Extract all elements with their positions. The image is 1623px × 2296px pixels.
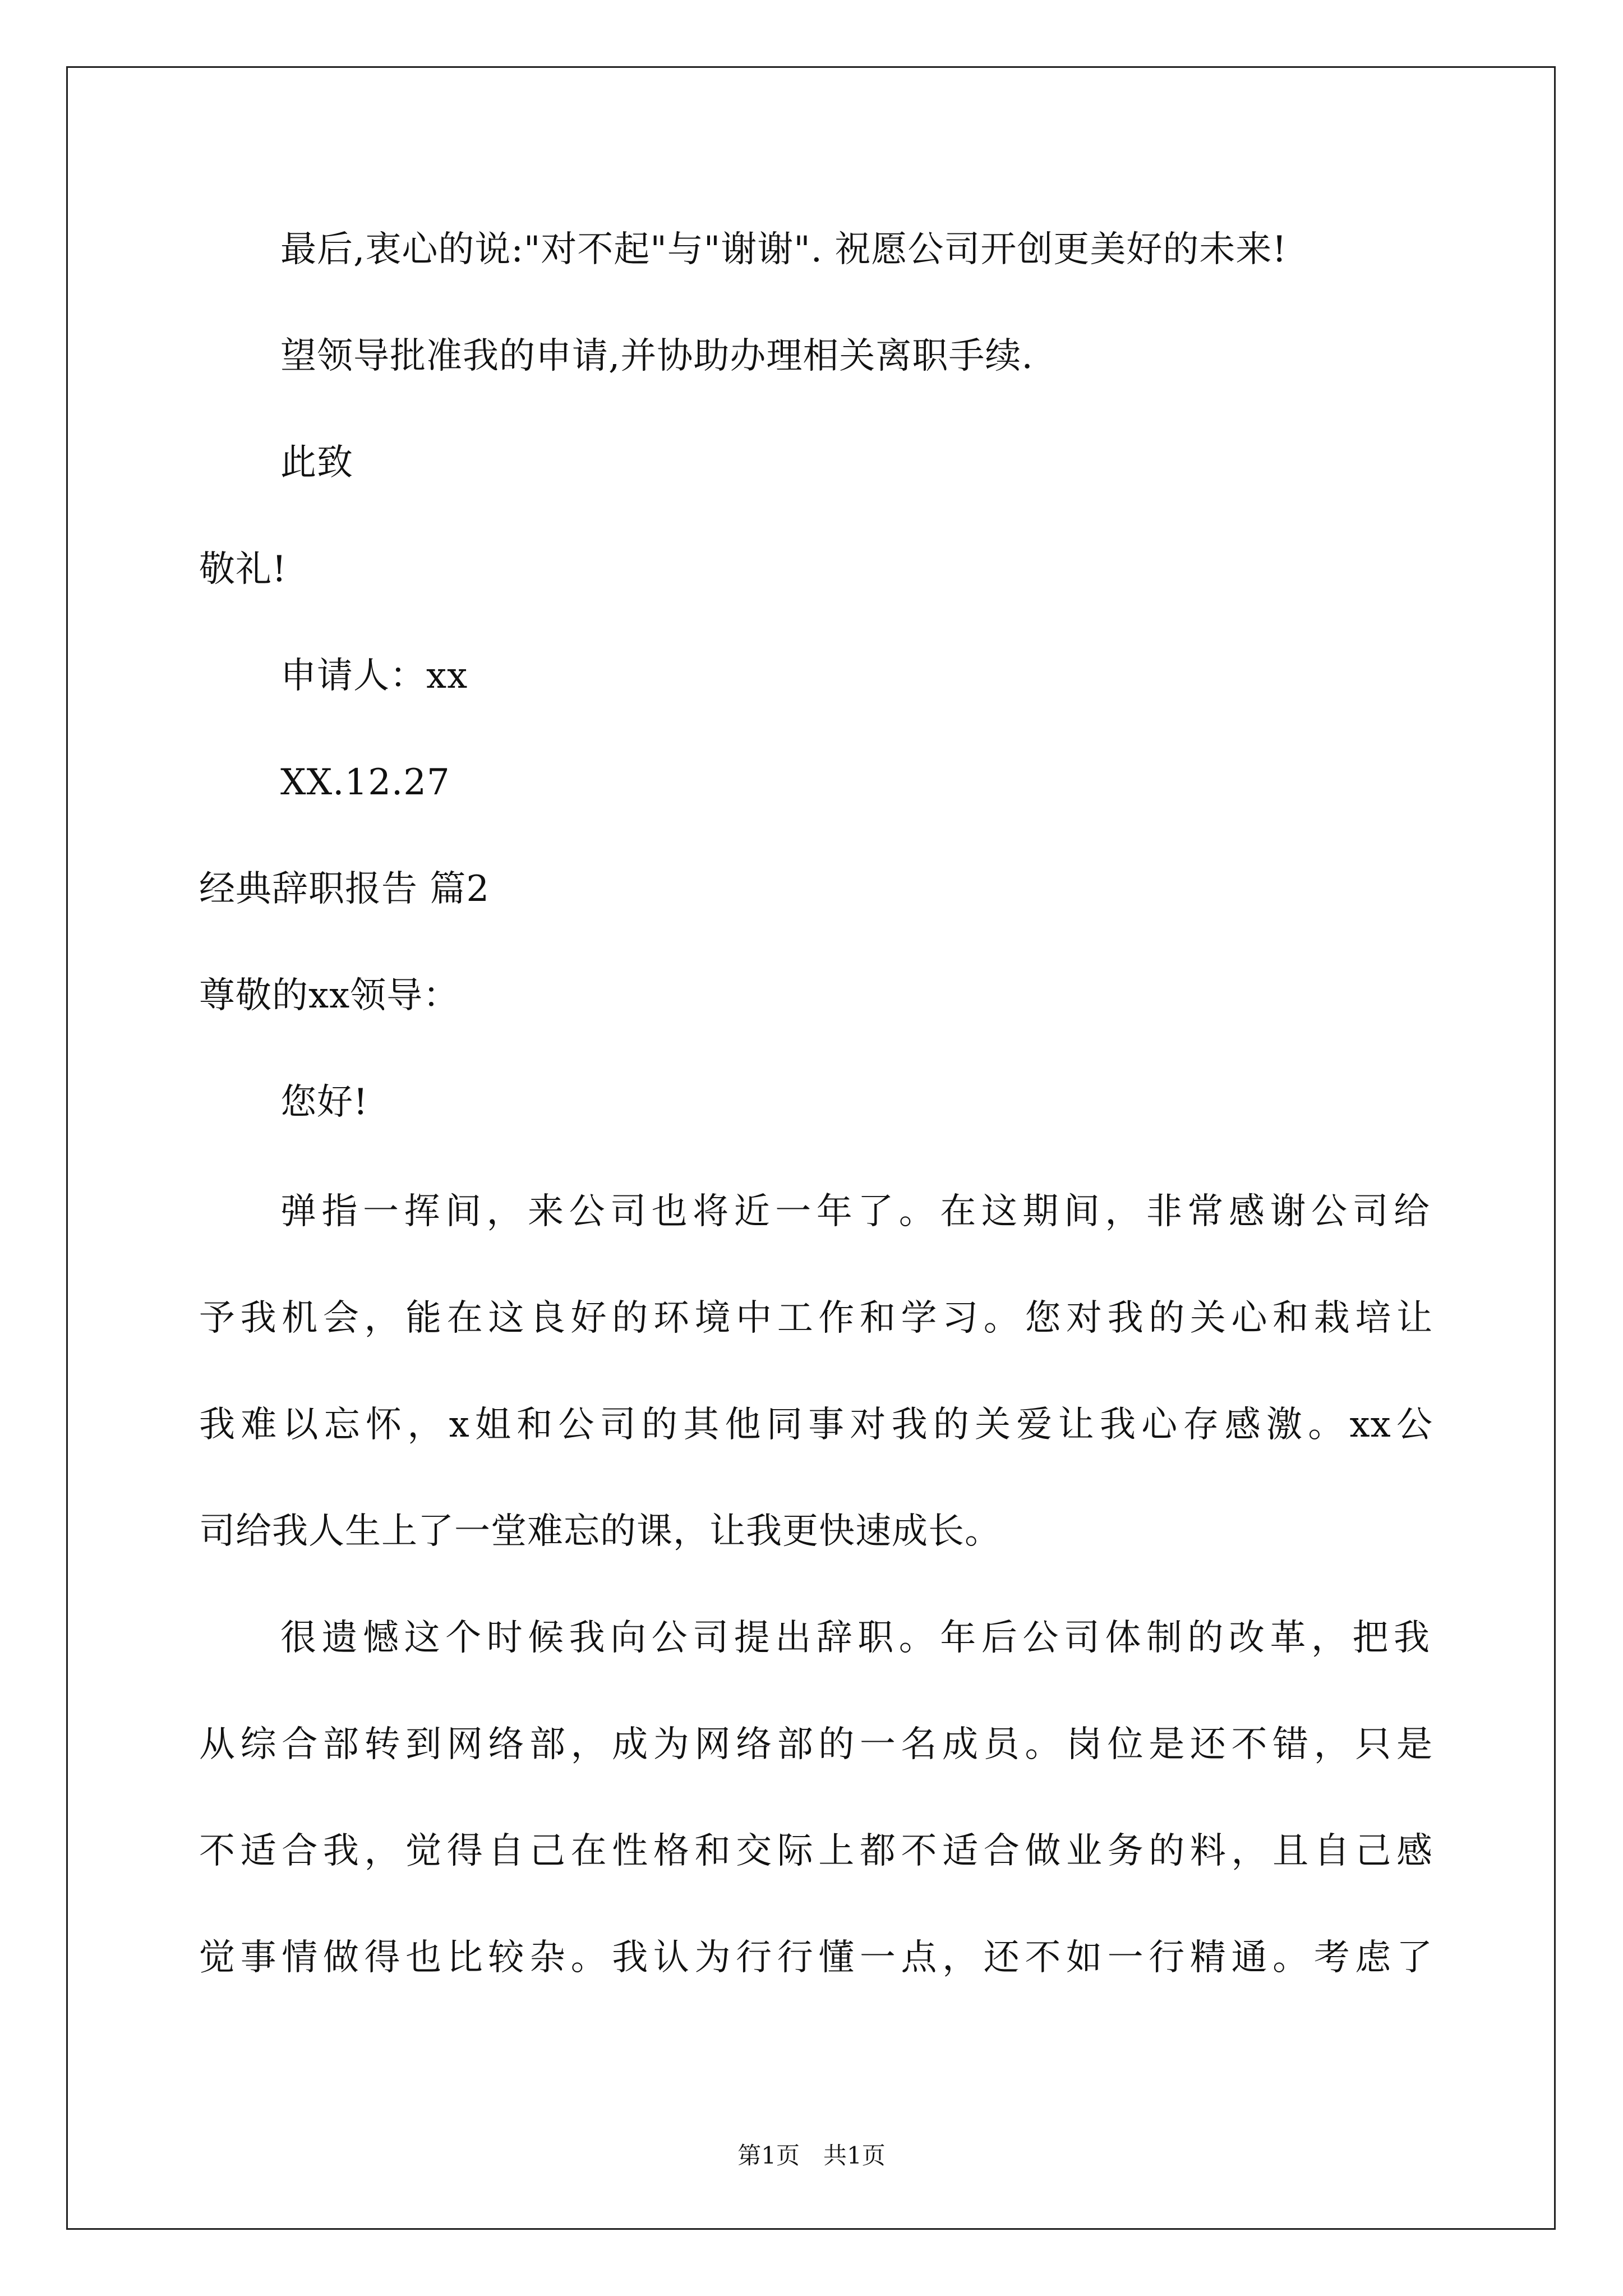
- date-line: XX.12.27: [280, 762, 450, 803]
- letter-hello: 您好!: [280, 1082, 368, 1123]
- paragraph-line: 司给我人生上了一堂难忘的课，让我更快速成长。: [199, 1511, 1001, 1552]
- letter-greeting: 尊敬的xx领导：: [199, 975, 460, 1016]
- section-heading: 经典辞职报告 篇2: [199, 868, 490, 910]
- page-border: [66, 66, 1556, 2230]
- paragraph-line: 觉事情做得也比较杂。我认为行行懂一点，还不如一行精通。考虑了: [199, 1937, 1433, 1978]
- text-line: 最后,衷心的说:"对不起"与"谢谢". 祝愿公司开创更美好的未来!: [280, 229, 1288, 270]
- paragraph-line: 从综合部转到网络部，成为网络部的一名成员。岗位是还不错，只是: [199, 1724, 1433, 1765]
- applicant-name: 申请人：xx: [280, 655, 468, 697]
- closing-salutation: 此致: [280, 442, 353, 484]
- page-footer: 第1页 共1页: [737, 2142, 886, 2169]
- paragraph-line: 予我机会，能在这良好的环境中工作和学习。您对我的关心和栽培让: [199, 1297, 1433, 1339]
- paragraph-line: 我难以忘怀，x姐和公司的其他同事对我的关爱让我心存感激。xx公: [199, 1404, 1433, 1446]
- closing-regards: 敬礼!: [199, 549, 287, 590]
- paragraph-line: 不适合我，觉得自己在性格和交际上都不适合做业务的料，且自己感: [199, 1830, 1433, 1872]
- paragraph-line: 弹指一挥间，来公司也将近一年了。在这期间，非常感谢公司给: [280, 1191, 1430, 1232]
- text-line: 望领导批准我的申请,并协助办理相关离职手续.: [280, 335, 1034, 377]
- paragraph-line: 很遗憾这个时候我向公司提出辞职。年后公司体制的改革，把我: [280, 1617, 1430, 1659]
